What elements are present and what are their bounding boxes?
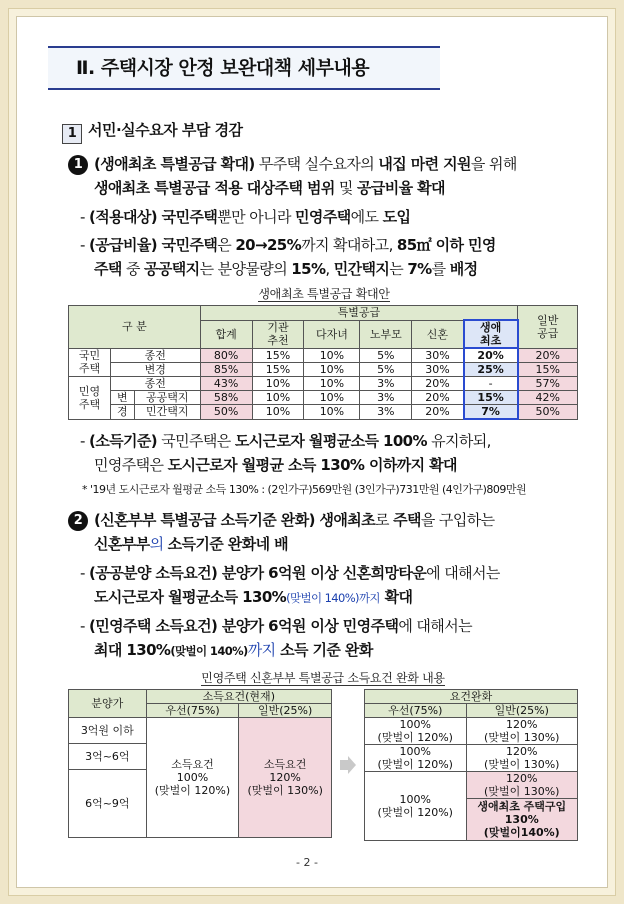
table2-relaxed: [364, 689, 578, 841]
table1-cell: 20%: [412, 391, 464, 405]
item2-text: 생애최초: [314, 511, 376, 529]
table1-cell: 25%: [464, 363, 518, 377]
item1-text: 공급비율 확대: [356, 179, 445, 197]
table2-relaxed-priority: 100% (맞벌이 120%): [365, 745, 467, 772]
table1-header-category: 구 분: [69, 306, 201, 349]
bullet-text: 도입: [382, 208, 411, 226]
page-number: - 2 -: [296, 856, 318, 869]
bullet-text: 민영주택: [295, 208, 351, 226]
table1-caption-text: 생애최초 특별공급 확대안: [258, 287, 390, 301]
item1-text: 을 위해: [470, 155, 517, 173]
table1-header-special: 특별공급: [200, 306, 517, 321]
table1-cell: 10%: [252, 377, 304, 391]
item2-text: 로: [375, 511, 394, 529]
table1-cell: 30%: [412, 363, 464, 377]
table2-caption-text: 민영주택 신혼부부 특별공급 소득요건 완화 내용: [201, 671, 445, 685]
bullet-dash: -: [80, 617, 89, 635]
table1-cell: 15%: [518, 363, 578, 377]
table2-relaxed-general: 120% (맞벌이 130%): [466, 718, 577, 745]
table1-cell: 15%: [464, 391, 518, 405]
item2-bullet2: [80, 614, 472, 639]
item2-text: 주택: [393, 511, 421, 529]
table1-row-label: 종전: [110, 348, 200, 363]
item1-bullet1: [80, 205, 410, 230]
item1-text: 생애최초 특별공급 적용 대상주택 범위: [94, 179, 335, 197]
item1-bullet2-cont: [94, 257, 477, 282]
table1-private-label: 민영 주택: [69, 377, 111, 420]
table1-header-multi: 다자녀: [304, 320, 360, 348]
table1-cell: 10%: [304, 391, 360, 405]
table1-cell: 5%: [360, 363, 412, 377]
bullet-text: 뿐만 아니라: [217, 208, 296, 226]
bullet-text: 까지 확대하고,: [301, 236, 397, 254]
table1-header-newlywed: 신혼: [412, 320, 464, 348]
table1-cell: 10%: [252, 391, 304, 405]
bullet-text: 국민주택은: [157, 432, 235, 450]
table2-header-general: 일반(25%): [466, 704, 577, 718]
table1-cell: 42%: [518, 391, 578, 405]
bullet-text: 민영주택은: [94, 456, 168, 474]
item1-line2: [94, 176, 445, 201]
bullet-text: 85㎡ 이하 민영: [396, 236, 496, 254]
section-title: [62, 119, 243, 144]
item2-bullet2-cont: [94, 638, 373, 664]
bullet-text: 는 분양물량의: [199, 260, 292, 278]
bullet-text: 배정: [449, 260, 478, 278]
table1-header-general: 일반 공급: [518, 306, 578, 349]
table2-caption: [68, 669, 578, 686]
bullet-text: 도시근로자 월평균 소득 130% 이하까지 확대: [167, 456, 457, 474]
income-note: * '19년 도시근로자 월평균 소득 130% : (2인가구)569만원 (3인가구)731만원 (4인가구)809만원: [82, 483, 527, 496]
table1-cell: 10%: [252, 405, 304, 420]
table1-cell: 20%: [412, 405, 464, 420]
bullet-text: 공공택지: [144, 260, 200, 278]
item2-text: 소득기준 완화네 배: [167, 535, 288, 553]
table1-cell: 20%: [518, 348, 578, 363]
item2-text: 의: [149, 535, 168, 553]
bullet-text: 확대: [379, 588, 413, 606]
table1-cell: -: [464, 377, 518, 391]
bullet-text: 20→25%: [235, 236, 302, 254]
table1-cell: 50%: [518, 405, 578, 420]
bullet-text: 는: [389, 260, 408, 278]
table2-relaxed-general: 120% (맞벌이 130%): [466, 745, 577, 772]
bullet-text: 7%: [407, 260, 432, 278]
table1-cell: 20%: [412, 377, 464, 391]
item1-bullet2: [80, 233, 496, 258]
table1-row-label: 공공택지: [134, 391, 200, 405]
item2-marker: 2: [68, 511, 88, 531]
table1-row-label: 종전: [110, 377, 200, 391]
bullet-text: 도시근로자 월평균소득 130%: [94, 588, 287, 606]
item1-marker: 1: [68, 155, 88, 175]
table1-header-parents: 노부모: [360, 320, 412, 348]
table2-relaxed-first-home: 생애최초 주택구입 130% (맞벌이140%): [466, 799, 577, 841]
table1-cell: 10%: [304, 377, 360, 391]
item1-text: 무주택 실수요자의: [254, 155, 379, 173]
bullet-text: (적용대상) 국민주택: [88, 208, 218, 226]
item2-line2: [94, 532, 288, 557]
table1-cell: 43%: [200, 377, 252, 391]
table2-header-general: 일반(25%): [239, 704, 332, 718]
item2-heading: (신혼부부 특별공급 소득기준 완화): [94, 511, 315, 529]
bullet-text: 최대 130%: [94, 641, 171, 659]
bullet-text: 도시근로자 월평균소득 100%: [234, 432, 427, 450]
table1: [68, 305, 578, 420]
bullet-text: (민영주택 소득요건) 분양가 6억원 이상 민영주택: [88, 617, 399, 635]
bullet-text: 중: [121, 260, 145, 278]
bullet-text: 은: [217, 236, 236, 254]
bullet-text: 민간택지: [333, 260, 390, 278]
table1-cell: 58%: [200, 391, 252, 405]
bullet-text: 를: [431, 260, 450, 278]
bullet-text: 유지하되,: [426, 432, 491, 450]
table2-price-row: 6억~9억: [69, 770, 147, 838]
page-title: Ⅱ. 주택시장 안정 보완대책 세부내용: [48, 46, 440, 90]
item1-heading: (생애최초 특별공급 확대): [94, 155, 255, 173]
table1-cell: 50%: [200, 405, 252, 420]
table2-price-row: 3억원 이하: [69, 718, 147, 744]
bullet-dash: -: [80, 432, 89, 450]
table1-header-total: 합계: [200, 320, 252, 348]
table2-header-current: 소득요건(현재): [146, 690, 331, 704]
table2-relaxed-priority: 100% (맞벌이 120%): [365, 718, 467, 745]
table1-row-label: 변경: [110, 363, 200, 377]
item2-line1: [68, 508, 495, 533]
bullet-text: (맞벌이 140%): [170, 644, 248, 658]
table2-relaxed-general: 120% (맞벌이 130%): [466, 772, 577, 799]
bullet-text: (공공분양 소득요건) 분양가 6억원 이상 신혼희망타운: [88, 564, 427, 582]
table1-cell: 80%: [200, 348, 252, 363]
bullet-text: (소득기준): [88, 432, 158, 450]
bullet-text: 소득 기준 완화: [275, 641, 373, 659]
table1-cell: 3%: [360, 391, 412, 405]
table1-national-label: 국민 주택: [69, 348, 111, 377]
table1-cell: 57%: [518, 377, 578, 391]
table1-row-label: 민간택지: [134, 405, 200, 420]
bullet-dash: -: [80, 564, 89, 582]
table1-header-first: 생애 최초: [464, 320, 518, 348]
item2-text: 을 구입하는: [420, 511, 495, 529]
table2-header-priority: 우선(75%): [146, 704, 239, 718]
arrow-right-icon: [340, 756, 356, 774]
item2-bullet1: [80, 561, 500, 586]
table2-header-relaxed: 요건완화: [365, 690, 578, 704]
table1-cell: 10%: [304, 363, 360, 377]
item1-line1: [68, 152, 517, 177]
table1-cell: 30%: [412, 348, 464, 363]
table1-cell: 5%: [360, 348, 412, 363]
table1-cell: 15%: [252, 363, 304, 377]
table1-cell: 15%: [252, 348, 304, 363]
item2-bullet1-cont: [94, 585, 412, 611]
income-line2: [94, 453, 457, 478]
item2-text: 신혼부부: [94, 535, 150, 553]
table1-cell: 10%: [304, 405, 360, 420]
bullet-text: 에 대해서는: [426, 564, 500, 582]
bullet-text: 에 대해서는: [398, 617, 472, 635]
table2-header-price: 분양가: [69, 690, 147, 718]
section-title-text: 서민·실수요자 부담 경감: [88, 121, 243, 139]
table1-caption: [68, 285, 580, 302]
bullet-text: (공급비율) 국민주택: [88, 236, 218, 254]
table2-price-row: 3억~6억: [69, 744, 147, 770]
table2-current-priority: 소득요건 100% (맞벌이 120%): [146, 718, 239, 838]
table2-current-general: 소득요건 120% (맞벌이 130%): [239, 718, 332, 838]
table2-header-priority: 우선(75%): [365, 704, 467, 718]
item1-text: 및: [334, 179, 357, 197]
bullet-text: 까지: [247, 641, 276, 659]
table1-cell: 20%: [464, 348, 518, 363]
bullet-text: (맞벌이 140%)까지: [286, 591, 380, 605]
item1-text: 내집 마련 지원: [378, 155, 471, 173]
table1-cell: 7%: [464, 405, 518, 420]
table1-cell: 3%: [360, 377, 412, 391]
table1-cell: 10%: [304, 348, 360, 363]
income-line1: [80, 429, 491, 454]
bullet-dash: -: [80, 236, 89, 254]
table1-cell: 3%: [360, 405, 412, 420]
bullet-dash: -: [80, 208, 89, 226]
table1-header-agency: 기관 추천: [252, 320, 304, 348]
table2-current: [68, 689, 332, 838]
bullet-text: 주택: [94, 260, 122, 278]
table1-change-label: 경: [110, 405, 134, 420]
table2-relaxed-priority: 100% (맞벌이 120%): [365, 772, 467, 841]
bullet-text: 에도: [350, 208, 383, 226]
table1-cell: 85%: [200, 363, 252, 377]
section-marker: 1: [62, 124, 82, 144]
bullet-text: ,: [325, 260, 334, 278]
table1-change-label: 변: [110, 391, 134, 405]
bullet-text: 15%: [291, 260, 326, 278]
